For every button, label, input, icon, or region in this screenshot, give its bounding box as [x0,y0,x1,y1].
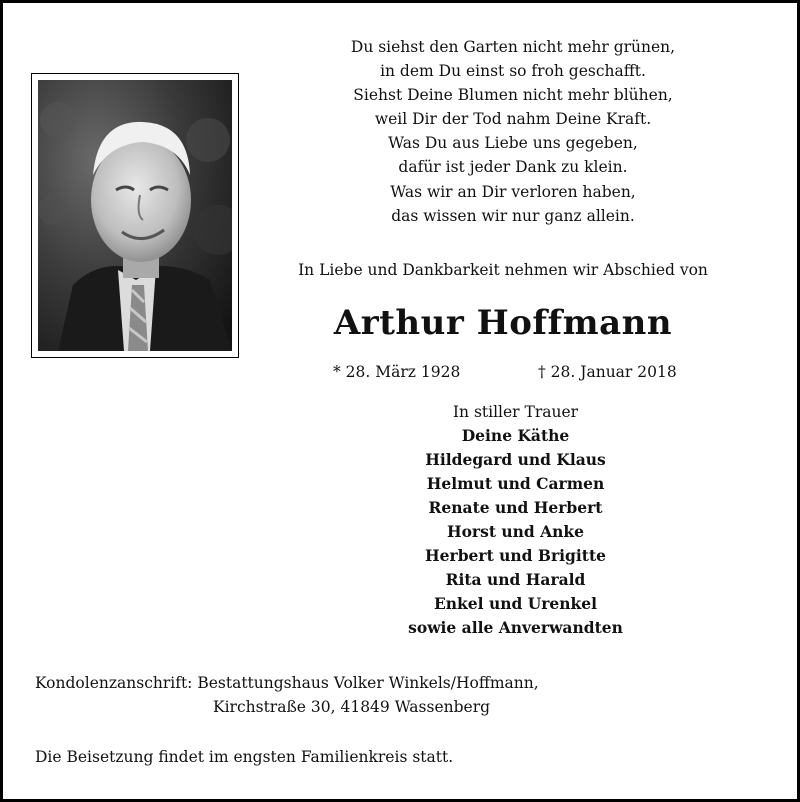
condolence-address [35,671,539,719]
farewell-intro: In Liebe und Dankbarkeit nehmen wir Abschied von [298,261,708,279]
deceased-name: Arthur Hoffmann [333,303,673,343]
mourner-entry: Hildegard und Klaus [425,450,606,469]
mourner-entry: Enkel und Urenkel [433,594,598,613]
mourner-entry: sowie alle Anverwandten [408,618,623,637]
mourner-entry: Deine Käthe [461,426,570,445]
birth-date: * 28. März 1928 [333,363,461,381]
poem-line: das wissen wir nur ganz allein. [391,206,635,225]
funeral-note: Die Beisetzung findet im engsten Familienkreis statt. [35,748,454,766]
poem-line: Was Du aus Liebe uns gegeben, [388,134,638,153]
poem-line: Was wir an Dir verloren haben, [390,182,636,201]
poem-line: in dem Du einst so froh geschafft. [380,62,646,81]
condolence-line: Kondolenzanschrift: Bestattungshaus Volker Winkels/Hoffmann, [35,674,539,692]
memorial-poem [303,35,723,228]
poem-line: Siehst Deine Blumen nicht mehr blühen, [353,86,673,105]
mourner-entry: Renate und Herbert [428,498,603,517]
mourner-entry: Rita und Harald [445,570,586,589]
poem-line: dafür ist jeder Dank zu klein. [398,158,628,177]
portrait-frame [31,73,239,358]
death-date: † 28. Januar 2018 [538,363,677,381]
portrait-illustration [38,80,232,351]
mourners-list [303,400,728,640]
mourning-heading: In stiller Trauer [452,403,579,421]
mourner-entry: Horst und Anke [446,522,585,541]
portrait-photo [38,80,232,351]
condolence-line: Kirchstraße 30, 41849 Wassenberg [213,698,491,716]
poem-line: weil Dir der Tod nahm Deine Kraft. [374,110,652,129]
mourner-entry: Helmut und Carmen [426,474,605,493]
poem-line: Du siehst den Garten nicht mehr grünen, [350,38,676,56]
mourner-entry: Herbert und Brigitte [425,546,606,565]
